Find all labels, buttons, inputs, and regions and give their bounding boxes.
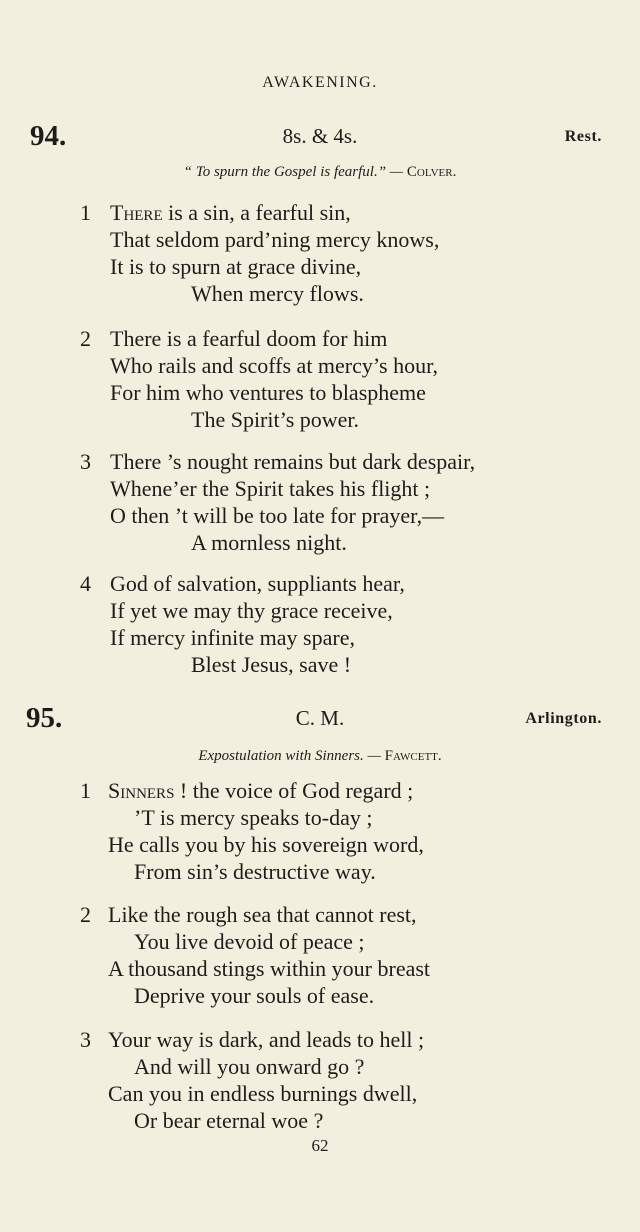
verse-line: You live devoid of peace ; xyxy=(134,929,365,954)
hymn-meter: C. M. xyxy=(295,706,345,730)
page-number: 62 xyxy=(311,1136,329,1155)
verse-line: Who rails and scoffs at mercy’s hour, xyxy=(110,353,439,378)
stanza-number: 4 xyxy=(80,571,91,596)
verse-line: The Spirit’s power. xyxy=(191,407,360,432)
running-head: AWAKENING. xyxy=(262,74,378,91)
verse-first-word: Sinners xyxy=(108,778,175,803)
verse-line: It is to spurn at grace divine, xyxy=(110,254,362,279)
stanza-number: 2 xyxy=(80,902,91,927)
stanza-number: 1 xyxy=(80,200,91,225)
verse-line: A mornless night. xyxy=(191,530,347,555)
verse-line: A thousand stings within your breast xyxy=(108,956,431,981)
verse-line: ’T is mercy speaks to-day ; xyxy=(134,805,373,830)
verse-line: There is a fearful doom for him xyxy=(110,326,388,351)
hymn-95-header xyxy=(0,702,640,732)
epigraph-author: Colver. xyxy=(406,164,457,180)
hymn-number: 95. xyxy=(26,702,63,734)
verse-line: If mercy infinite may spare, xyxy=(110,625,355,650)
verse-line: Like the rough sea that cannot rest, xyxy=(108,902,417,927)
verse-line: For him who ventures to blaspheme xyxy=(110,380,426,405)
verse-line: O then ’t will be too late for prayer,— xyxy=(110,503,445,528)
hymn-95-epigraph xyxy=(0,748,640,765)
hymn-number: 94. xyxy=(30,120,67,152)
tune-name: Rest. xyxy=(564,128,602,145)
verse-line: When mercy flows. xyxy=(191,281,364,306)
verse-line: God of salvation, suppliants hear, xyxy=(110,571,405,596)
hymn-94-header xyxy=(0,120,640,150)
stanza-number: 2 xyxy=(80,326,91,351)
stanza-number: 3 xyxy=(80,449,91,474)
verse-line: Your way is dark, and leads to hell ; xyxy=(108,1027,425,1052)
epigraph-author: Fawcett. xyxy=(384,748,442,764)
hymn-meter: 8s. & 4s. xyxy=(282,124,358,148)
verse-line: That seldom pard’ning mercy knows, xyxy=(110,227,440,252)
stanza-number: 1 xyxy=(80,778,91,803)
verse-line: Whene’er the Spirit takes his flight ; xyxy=(110,476,431,501)
verse-first-word: There xyxy=(110,200,163,225)
verse-line: There ’s nought remains but dark despair, xyxy=(110,449,476,474)
verse-line: Or bear eternal woe ? xyxy=(134,1108,324,1133)
verse-line: If yet we may thy grace receive, xyxy=(110,598,393,623)
tune-name: Arlington. xyxy=(525,710,602,727)
epigraph-text: “ To spurn the Gospel is fearful.” — xyxy=(183,164,407,180)
epigraph-text: Expostulation with Sinners. — xyxy=(198,748,385,764)
hymn-94-epigraph xyxy=(0,164,640,181)
verse-line: Can you in endless burnings dwell, xyxy=(108,1081,418,1106)
verse-line: And will you onward go ? xyxy=(134,1054,365,1079)
verse-line: He calls you by his sovereign word, xyxy=(108,832,424,857)
verse-line: Sinners ! the voice of God regard ; xyxy=(108,778,414,803)
verse-line: Blest Jesus, save ! xyxy=(191,652,352,677)
verse-line: From sin’s destructive way. xyxy=(134,859,376,884)
stanza-number: 3 xyxy=(80,1027,91,1052)
verse-line: Deprive your souls of ease. xyxy=(134,983,375,1008)
verse-line: There is a sin, a fearful sin, xyxy=(110,200,351,225)
